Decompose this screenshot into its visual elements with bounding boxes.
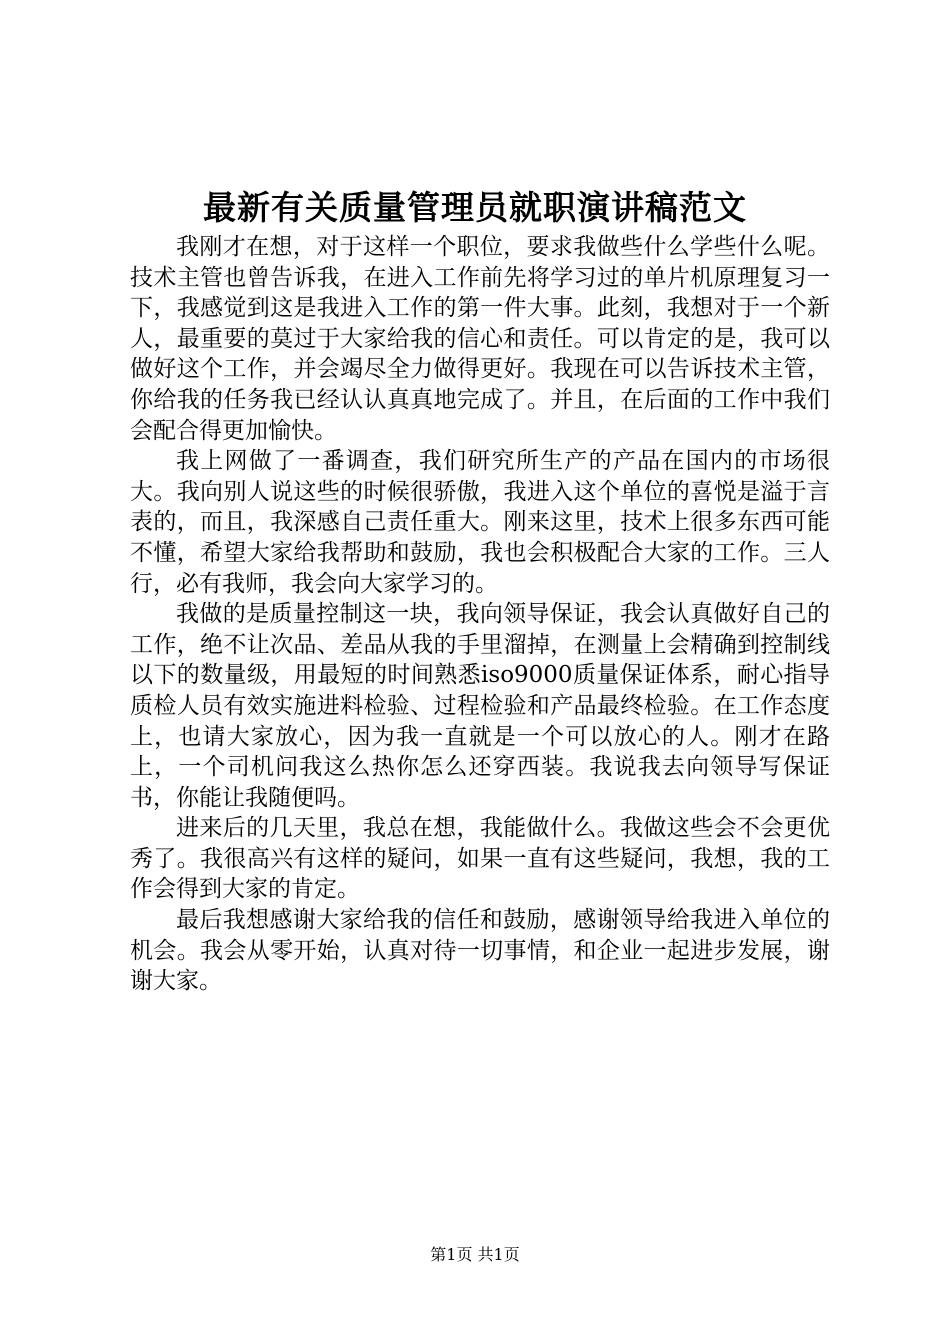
paragraph: 我做的是质量控制这一块，我向领导保证，我会认真做好自己的工作，绝不让次品、差品从我的手里溜掉，在测量上会精确到控制线以下的数量级，用最短的时间熟悉iso9000质量保证体系，耐心指导质检人员有效实施进料检验、过程检验和产品最终检验。在工作态度上，也请大家放心，因为我一直就是一个可以放心的人。刚才在路上，一个司机问我这么热你怎么还穿西装。我说我去向领导写保证书，你能让我随便吗。 <box>130 601 830 811</box>
paragraph: 进来后的几天里，我总在想，我能做什么。我做这些会不会更优秀了。我很高兴有这样的疑问，如果一直有这些疑问，我想，我的工作会得到大家的肯定。 <box>130 815 830 903</box>
page-footer: 第1页 共1页 <box>430 1245 520 1264</box>
paragraph: 我上网做了一番调查，我们研究所生产的产品在国内的市场很大。我向别人说这些的时候很骄傲，我进入这个单位的喜悦是溢于言表的，而且，我深感自己责任重大。刚来这里，技术上很多东西可能不懂，希望大家给我帮助和鼓励，我也会积极配合大家的工作。三人行，必有我师，我会向大家学习的。 <box>130 448 830 597</box>
paragraph: 最后我想感谢大家给我的信任和鼓励，感谢领导给我进入单位的机会。我会从零开始，认真对待一切事情，和企业一起进步发展，谢谢大家。 <box>130 907 830 995</box>
document-title: 最新有关质量管理员就职演讲稿范文 <box>203 188 747 227</box>
paragraph: 我刚才在想，对于这样一个职位，要求我做些什么学些什么呢。技术主管也曾告诉我，在进入工作前先将学习过的单片机原理复习一下，我感觉到这是我进入工作的第一件大事。此刻，我想对于一个新人，最重要的莫过于大家给我的信心和责任。可以肯定的是，我可以做好这个工作，并会竭尽全力做得更好。我现在可以告诉技术主管，你给我的任务我已经认认真真地完成了。并且，在后面的工作中我们会配合得更加愉快。 <box>130 234 830 444</box>
document-body <box>130 232 830 997</box>
